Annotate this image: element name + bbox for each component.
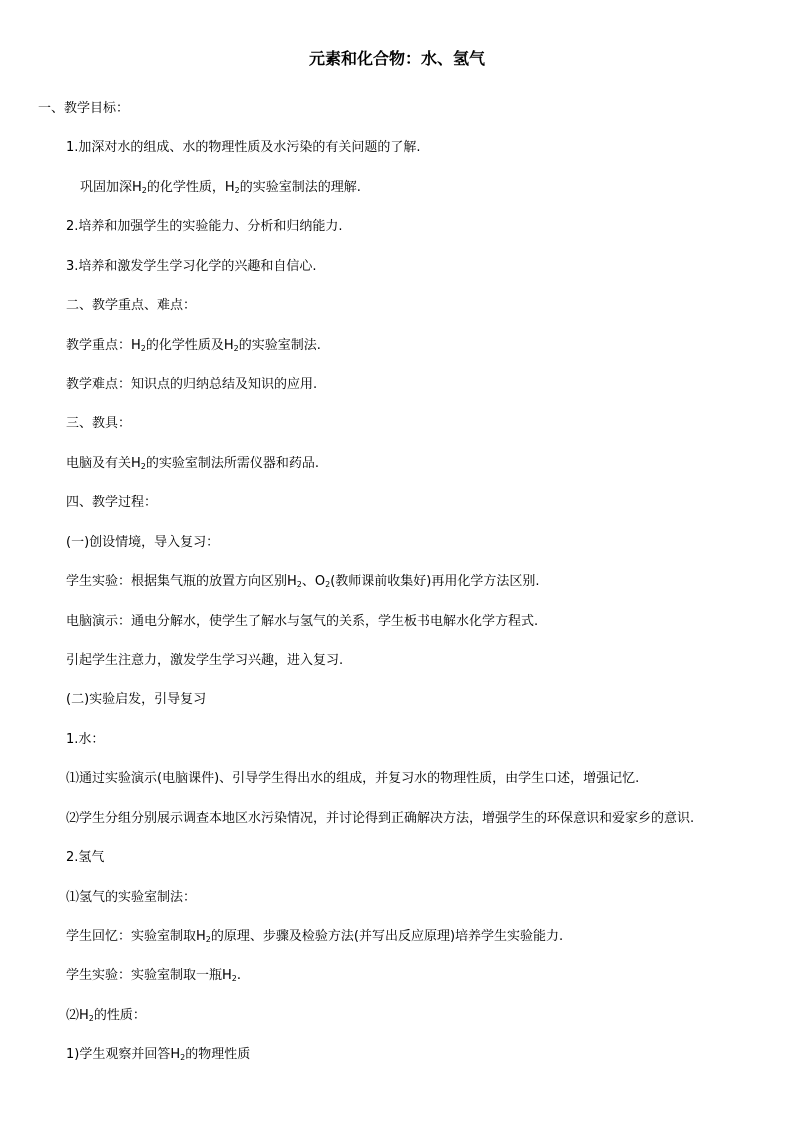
text-run: (一)创设情境，导入复习： <box>66 535 220 550</box>
text-run: 的化学性质，H <box>146 180 235 195</box>
subscript: 2 <box>140 344 146 353</box>
text-run: 的实验室制法的理解. <box>239 180 361 195</box>
text-run: 的物理性质 <box>185 1047 251 1062</box>
text-run: 3.培养和激发学生学习化学的兴趣和自信心. <box>66 259 317 274</box>
text-run: 引起学生注意力，激发学生学习兴趣，进入复习. <box>66 653 344 668</box>
hydrogen-item-1-heading <box>66 889 196 907</box>
text-run: ⑴氢气的实验室制法： <box>66 890 197 905</box>
text-run: 电脑及有关H <box>66 456 141 471</box>
text-run: 的原理、步骤及检验方法(并写出反应原理)培养学生实验能力. <box>210 929 564 944</box>
process-step-2-heading <box>66 691 206 709</box>
text-run: 1.水： <box>66 732 105 747</box>
subscript: 2 <box>140 462 146 471</box>
student-experiment-hydrogen-line <box>66 967 241 985</box>
text-run: ⑵H <box>66 1008 89 1023</box>
text-run: ⑵学生分组分别展示调查本地区水污染情况，并讨论得到正确解决方法，增强学生的环保意识和爱家乡的意识. <box>66 811 695 826</box>
text-run: 学生实验：实验室制取一瓶H <box>66 968 232 983</box>
objective-item-3 <box>66 258 317 276</box>
computer-demo-line <box>66 613 538 631</box>
text-run: 学生回忆：实验室制取H <box>66 929 206 944</box>
process-step-1-heading <box>66 534 219 552</box>
text-run: 一、教学目标： <box>38 101 130 116</box>
water-item-2 <box>66 810 694 828</box>
text-run: 、O <box>301 574 326 589</box>
hydrogen-properties-heading <box>66 1007 146 1025</box>
text-run: 巩固加深H <box>80 180 142 195</box>
water-heading <box>66 731 104 749</box>
attention-line <box>66 652 343 670</box>
objective-item-1 <box>66 139 421 157</box>
text-run: 三、教具： <box>66 416 132 431</box>
objective-item-1-continued <box>80 179 361 197</box>
subscript: 2 <box>205 935 211 944</box>
text-run: 2.氢气 <box>66 850 105 865</box>
subscript: 2 <box>234 186 240 195</box>
subscript: 2 <box>88 1014 94 1023</box>
text-run: (二)实验启发，引导复习 <box>66 692 207 707</box>
text-run: 学生实验：根据集气瓶的放置方向区别H <box>66 574 297 589</box>
key-point-line <box>66 337 321 355</box>
difficult-point-line <box>66 376 317 394</box>
subscript: 2 <box>141 186 147 195</box>
physical-properties-line <box>66 1046 250 1064</box>
text-run: 二、教学重点、难点： <box>66 298 197 313</box>
text-run: 教学难点：知识点的归纳总结及知识的应用. <box>66 377 318 392</box>
subscript: 2 <box>233 344 239 353</box>
subscript: 2 <box>296 580 302 589</box>
text-run: 的实验室制法. <box>238 338 321 353</box>
subscript: 2 <box>231 974 237 983</box>
text-run: 教学重点：H <box>66 338 141 353</box>
section-heading-key-points <box>66 297 196 315</box>
text-run: 四、教学过程： <box>66 495 158 510</box>
hydrogen-heading <box>66 849 104 867</box>
text-run: 2.培养和加强学生的实验能力、分析和归纳能力. <box>66 219 343 234</box>
text-run: 电脑演示：通电分解水，使学生了解水与氢气的关系，学生板书电解水化学方程式. <box>66 614 539 629</box>
water-item-1 <box>66 770 639 788</box>
text-run: 的实验室制法所需仪器和药品. <box>145 456 320 471</box>
subscript: 2 <box>180 1053 186 1062</box>
teaching-aids-line <box>66 455 319 473</box>
text-run: ⑴通过实验演示(电脑课件)、引导学生得出水的组成，并复习水的物理性质，由学生口述，增强记忆. <box>66 771 640 786</box>
subscript: 2 <box>325 580 331 589</box>
document-title: 元素和化合物：水、氢气 <box>308 49 485 68</box>
text-run: 的化学性质及H <box>145 338 234 353</box>
text-run: 的性质： <box>93 1008 146 1023</box>
objective-item-2 <box>66 218 343 236</box>
student-recall-line <box>66 928 563 946</box>
student-experiment-line <box>66 573 539 591</box>
section-heading-objectives <box>38 100 129 118</box>
text-run: (教师课前收集好)再用化学方法区别. <box>330 574 540 589</box>
section-heading-teaching-aids <box>66 415 131 433</box>
text-run: 1)学生观察并回答H <box>66 1047 181 1062</box>
section-heading-process <box>66 494 157 512</box>
text-run: 1.加深对水的组成、水的物理性质及水污染的有关问题的了解. <box>66 140 421 155</box>
text-run: . <box>236 968 242 983</box>
